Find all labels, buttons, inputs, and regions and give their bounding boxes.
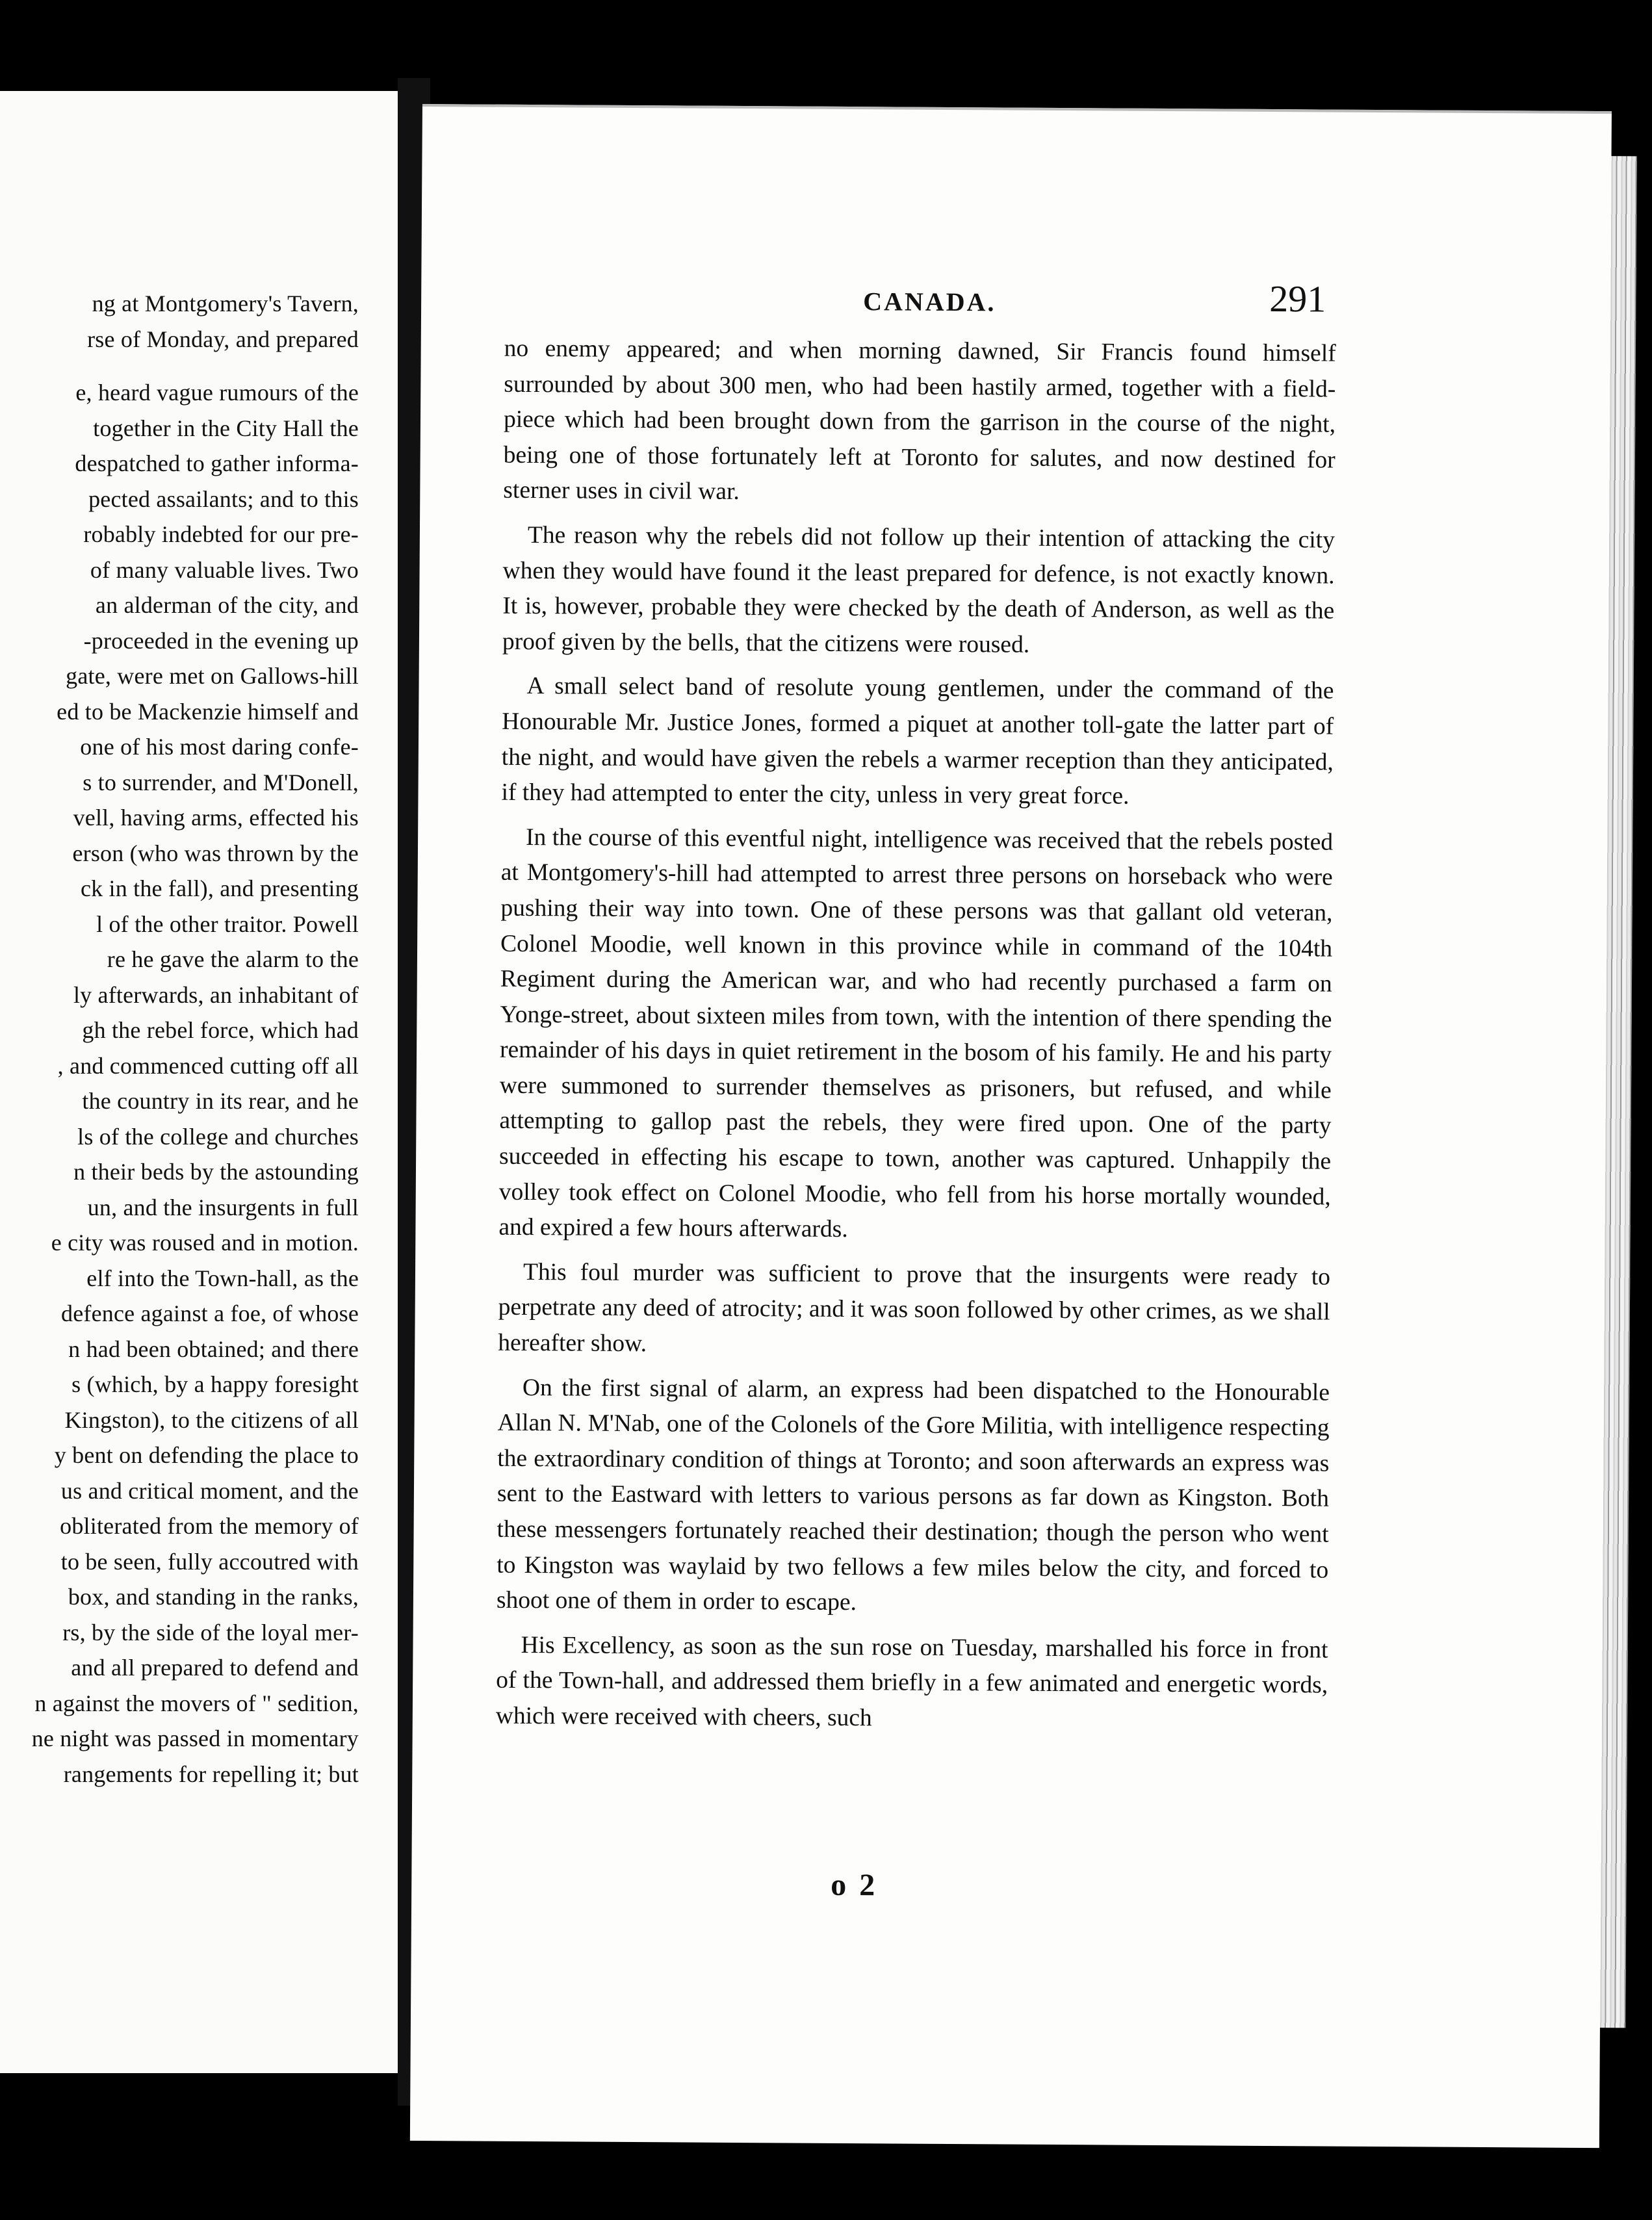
- running-head-title: CANADA.: [863, 287, 996, 317]
- previous-page-line: s (which, by a happy foresight: [71, 1371, 359, 1397]
- paragraph: This foul murder was sufficient to prove that the insurgents were ready to perpetrate any deed of atrocity; and it was soon followed by other crimes, as we shall hereafter show.: [498, 1258, 1331, 1358]
- previous-page-line: ng at Montgomery's Tavern,: [92, 290, 359, 316]
- previous-page-line: rse of Monday, and prepared: [87, 326, 359, 352]
- previous-page-line: elf into the Town-hall, as the: [86, 1265, 359, 1291]
- previous-page-text: [0, 286, 359, 1792]
- previous-page-line: defence against a foe, of whose: [61, 1300, 359, 1326]
- previous-page-line: rs, by the side of the loyal mer-: [62, 1619, 359, 1646]
- previous-page-line: of many valuable lives. Two: [90, 556, 359, 583]
- previous-page-line: and all prepared to defend and: [71, 1655, 359, 1681]
- previous-page-line: an alderman of the city, and: [95, 592, 359, 618]
- previous-page-line: despatched to gather informa-: [75, 450, 359, 476]
- previous-page-line: e, heard vague rumours of the: [75, 380, 359, 406]
- previous-page-line: us and critical moment, and the: [60, 1477, 359, 1504]
- previous-page-line: re he gave the alarm to the: [107, 946, 359, 972]
- previous-page-line: n against the movers of " sedition,: [34, 1690, 359, 1716]
- current-page: [410, 104, 1612, 2148]
- previous-page-line: vell, having arms, effected his: [73, 805, 359, 831]
- paragraph: no enemy appeared; and when morning dawned, Sir Francis found himself surrounded by about 300 men, who had been hastily armed, together with a field-piece which had been brought down from the garrison in the course of the night, being one of those fortunately left at Toronto for salutes, and now destined for sterner uses in civil war.: [503, 335, 1336, 506]
- previous-page-line: gate, were met on Gallows-hill: [66, 663, 359, 689]
- previous-page-line: together in the City Hall the: [93, 415, 359, 441]
- previous-page-line: -proceeded in the evening up: [83, 627, 359, 654]
- previous-page-line: gh the rebel force, which had: [82, 1017, 359, 1043]
- previous-page-line: obliterated from the memory of: [60, 1513, 359, 1539]
- previous-page-line: one of his most daring confe-: [80, 734, 359, 760]
- signature-mark: o 2: [831, 1867, 878, 1903]
- running-head: [421, 277, 1610, 320]
- previous-page-line: Kingston), to the citizens of all: [64, 1406, 359, 1433]
- previous-page-line: s to surrender, and M'Donell,: [83, 769, 359, 795]
- previous-page-line: ck in the fall), and presenting: [80, 875, 359, 901]
- previous-page-line: y bent on defending the place to: [54, 1442, 359, 1468]
- page-body: [496, 331, 1336, 1748]
- paragraph: A small select band of resolute young gentlemen, under the command of the Honourable Mr. Justice Jones, formed a piquet at another toll-gate the latter part of the night, and would have given the rebels a warmer reception than they anticipated, if they had attempted to enter the city, unless in very great force.: [501, 673, 1334, 810]
- previous-page-line: l of the other traitor. Powell: [96, 910, 359, 937]
- previous-page-line: robably indebted for our pre-: [83, 521, 359, 547]
- paragraph: On the first signal of alarm, an express had been dispatched to the Honourable Allan N. M'Nab, one of the Colonels of the Gore Militia, with intelligence respecting the extraordinary condition of things at Toronto; and soon afterwards an express was sent to the Eastward with letters to various persons as far down as Kingston. Both these messengers fortunately reached their destination; though the person who went to Kingston was waylaid by two fellows a few miles below the city, and forced to shoot one of them in order to escape.: [496, 1374, 1330, 1616]
- previous-page-line: box, and standing in the ranks,: [68, 1584, 359, 1610]
- paragraph: His Excellency, as soon as the sun rose on Tuesday, marshalled his force in front of the Town-hall, and addressed them briefly in a few animated and energetic words, which were received with cheers, such: [495, 1631, 1328, 1732]
- previous-page-line: rangements for repelling it; but: [63, 1761, 359, 1787]
- previous-page-line: n had been obtained; and there: [68, 1336, 359, 1362]
- previous-page-line: to be seen, fully accoutred with: [60, 1548, 359, 1575]
- page-number: 291: [1269, 277, 1326, 320]
- previous-page-line: n their beds by the astounding: [73, 1159, 359, 1185]
- previous-page-line: ed to be Mackenzie himself and: [57, 698, 359, 725]
- previous-page-line: ne night was passed in momentary: [31, 1725, 359, 1751]
- previous-page-line: e city was roused and in motion.: [51, 1230, 359, 1256]
- previous-page-line: the country in its rear, and he: [82, 1088, 359, 1114]
- previous-page-line: un, and the insurgents in full: [87, 1194, 359, 1220]
- paragraph: In the course of this eventful night, intelligence was received that the rebels posted at Montgomery's-hill had attempted to arrest three persons on horseback who were pushing their way into town. One of these persons was that gallant old veteran, Colonel Moodie, well known in this province while in command of the 104th Regiment during the American war, and who had recently purchased a farm on Yonge-street, about sixteen miles from town, with the intention of there spending the remainder of his days in quiet retirement in the bosom of his family. He and his party were summoned to surrender themselves as prisoners, but refused, and while attempting to gallop past the rebels, they were fired upon. One of the party succeeded in effecting his escape to town, another was captured. Unhappily the volley took effect on Colonel Moodie, who fell from his horse mortally wounded, and expired a few hours afterwards.: [498, 823, 1334, 1243]
- previous-page-line: pected assailants; and to this: [88, 485, 359, 512]
- previous-page-line: ls of the college and churches: [77, 1123, 359, 1150]
- previous-page-line: [0, 357, 359, 375]
- previous-page-line: ly afterwards, an inhabitant of: [73, 981, 359, 1008]
- previous-page-line: , and commenced cutting off all: [57, 1052, 359, 1079]
- paragraph: The reason why the rebels did not follow up their intention of attacking the city when they would have found it the least prepared for defence, is not exactly known. It is, however, probable they were checked by the death of Anderson, as well as the proof given by the bells, that the citizens were roused.: [502, 521, 1336, 658]
- previous-page: [0, 91, 404, 2073]
- previous-page-line: erson (who was thrown by the: [72, 840, 359, 866]
